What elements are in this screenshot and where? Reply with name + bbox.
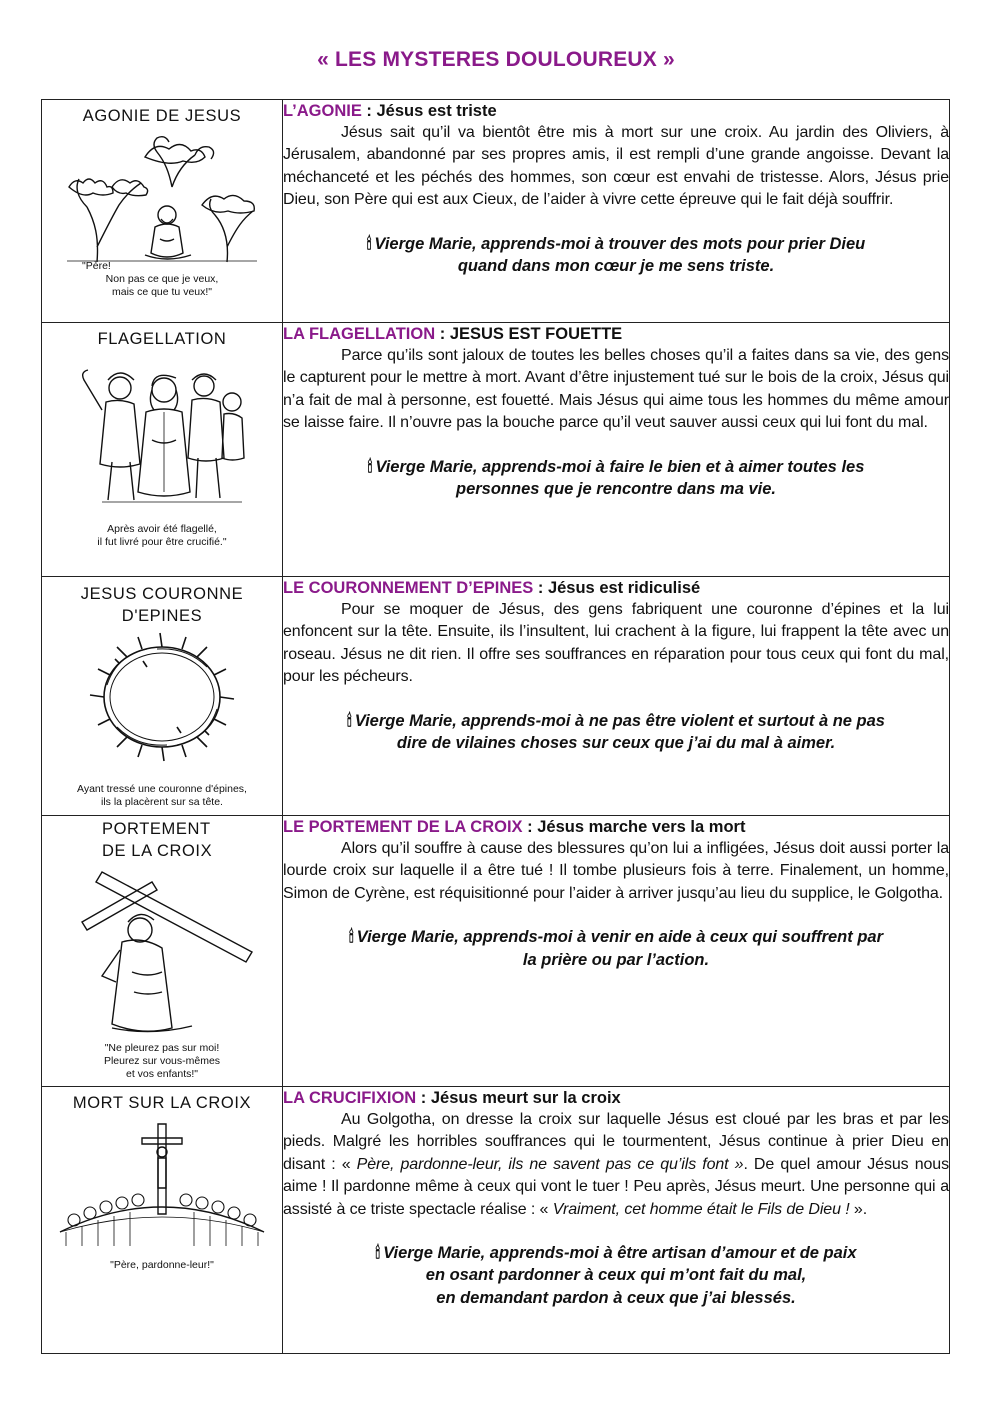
mystery-prayer bbox=[283, 456, 949, 501]
candle-flame-icon: 🕯︎ bbox=[367, 457, 373, 476]
prayer-line: quand dans mon cœur je me sens triste. bbox=[457, 257, 775, 276]
mystery-heading bbox=[283, 1087, 949, 1109]
caption-line: Non pas ce que je veux, bbox=[105, 273, 219, 285]
flagellation-illustration bbox=[72, 350, 252, 515]
prayer-line: Vierge Marie, apprends-moi à venir en aide à ceux qui souffrent par bbox=[356, 928, 883, 947]
mystery-prayer bbox=[283, 710, 949, 755]
illustration-title-line: PORTEMENT bbox=[102, 820, 211, 838]
illustration-caption bbox=[42, 260, 282, 299]
prayer-line: en demandant pardon à ceux que j’ai blessés. bbox=[436, 1288, 796, 1307]
prayer-line: la prière ou par l’action. bbox=[522, 950, 710, 969]
illustration-caption bbox=[42, 1042, 282, 1081]
illustration-cell bbox=[42, 100, 283, 323]
caption-line: "Ne pleurez pas sur moi! bbox=[104, 1042, 220, 1054]
mystery-row-agonie bbox=[42, 100, 950, 323]
mystery-row-flagellation bbox=[42, 323, 950, 577]
mystery-prayer bbox=[283, 1242, 949, 1309]
body-quote: Père, pardonne-leur, ils ne savent pas ce qu’ils font » bbox=[356, 1155, 744, 1173]
mystery-heading bbox=[283, 816, 949, 838]
mystery-name: LE COURONNEMENT D’EPINES bbox=[283, 579, 534, 597]
mystery-body: Parce qu’ils sont jaloux de toutes les belles choses qu’il a faites dans sa vie, des gens le capturent pour le mettre à mort. Avant d’être injustement tué sur le bois de la croix, Jésus qui n’a fait de mal à personne, est fouetté. Mais Jésus qui aime tous les hommes du même amour se laisse faire. Il n’ouvre pas la bouche parce qu’il veut sauver aussi ceux qui lui font du mal. bbox=[283, 347, 949, 432]
body-quote: Vraiment, cet homme était le Fils de Dieu ! bbox=[552, 1200, 850, 1218]
prayer-line: Vierge Marie, apprends-moi à ne pas être violent et surtout à ne pas bbox=[354, 711, 885, 730]
mystery-prayer bbox=[283, 233, 949, 278]
mystery-heading bbox=[283, 577, 949, 599]
caption-line: "Père! bbox=[82, 260, 111, 272]
page-title: « LES MYSTERES DOULOUREUX » bbox=[317, 48, 675, 71]
mystery-text-cell bbox=[283, 577, 950, 816]
mystery-body: Pour se moquer de Jésus, des gens fabriquent une couronne d’épines et la lui enfoncent sur la tête. Ensuite, ils l’insultent, lui crachent à la figure, lui frappent la tête avec un roseau. Jésus ne dit rien. Il offre ses souffrances en réparation pour tous ceux qui font du mal, pour les pécheurs. bbox=[283, 601, 949, 686]
mystery-name: LA CRUCIFIXION bbox=[283, 1089, 417, 1107]
candle-flame-icon: 🕯︎ bbox=[375, 1244, 381, 1263]
caption-line: Après avoir été flagellé, bbox=[107, 523, 217, 535]
candle-flame-icon: 🕯︎ bbox=[366, 234, 372, 253]
illustration-title-line: D'EPINES bbox=[121, 607, 203, 625]
mystery-name: LE PORTEMENT DE LA CROIX bbox=[283, 818, 523, 836]
caption-line: il fut livré pour être crucifié." bbox=[97, 536, 227, 548]
mystery-subtitle: : Jésus marche vers la mort bbox=[522, 818, 746, 836]
illustration-cell bbox=[42, 1087, 283, 1354]
crown-of-thorns-illustration bbox=[77, 627, 247, 767]
mystery-body: Jésus sait qu’il va bientôt être mis à mort sur une croix. Au jardin des Oliviers, à Jérusalem, abandonné par ses propres amis, il est rempli d’une grande angoisse. Devant la méchanceté et les péchés des hommes, son cœur est envahi de tristesse. Alors, Jésus prie Dieu, son Père qui est aux Cieux, de l’aider à vivre cette épreuve qui le fait déjà souffrir. bbox=[283, 124, 949, 209]
prayer-line: Vierge Marie, apprends-moi à faire le bien et à aimer toutes les bbox=[375, 457, 865, 476]
mystery-subtitle: : JESUS EST FOUETTE bbox=[435, 325, 623, 343]
caption-line: Pleurez sur vous-mêmes bbox=[103, 1055, 221, 1067]
illustration-title-line: DE LA CROIX bbox=[102, 842, 213, 860]
illustration-cell bbox=[42, 577, 283, 816]
illustration-cell bbox=[42, 816, 283, 1087]
illustration-title: FLAGELLATION bbox=[97, 330, 227, 348]
mystery-text-cell bbox=[283, 1087, 950, 1354]
carrying-cross-illustration bbox=[62, 862, 262, 1042]
mystery-name: L’AGONIE bbox=[283, 102, 362, 120]
mystery-row-crucifixion bbox=[42, 1087, 950, 1354]
mystery-row-portement bbox=[42, 816, 950, 1087]
candle-flame-icon: 🕯︎ bbox=[348, 928, 354, 947]
prayer-line: personnes que je rencontre dans ma vie. bbox=[455, 480, 777, 499]
body-text: ». bbox=[849, 1200, 868, 1218]
prayer-line: Vierge Marie, apprends-moi à trouver des mots pour prier Dieu bbox=[374, 234, 866, 253]
illustration-caption bbox=[42, 523, 282, 549]
mystery-subtitle: : Jésus est triste bbox=[361, 102, 497, 120]
mystery-subtitle: : Jésus meurt sur la croix bbox=[416, 1089, 621, 1107]
prayer-line: Vierge Marie, apprends-moi à être artisan d’amour et de paix bbox=[383, 1244, 857, 1263]
illustration-title bbox=[42, 818, 282, 862]
body-text: Au Golgotha, on dresse la croix sur laquelle Jésus est cloué par les bras et par les pieds. Malgré les horribles souffrances qui le tourmentent, Jésus continue à prier Dieu en disant : « bbox=[283, 1111, 949, 1173]
mysteries-table bbox=[41, 99, 950, 1354]
mystery-body bbox=[283, 1109, 949, 1221]
mystery-heading bbox=[283, 100, 949, 122]
mystery-subtitle: : Jésus est ridiculisé bbox=[533, 579, 701, 597]
caption-line: et vos enfants!" bbox=[125, 1068, 199, 1080]
caption-line: mais ce que tu veux!" bbox=[111, 286, 213, 298]
body-text: . De quel amour Jésus nous aime ! Il pardonne même à ceux qui vont le tuer ! Peu après, Jésus meurt. Une personne qui a assisté à ce triste spectacle réalise : « bbox=[283, 1155, 950, 1218]
mystery-body: Alors qu’il souffre à cause des blessures qu’on lui a infligées, Jésus doit aussi porter la lourde croix sur laquelle il a être tué ! Il tombe plusieurs fois à terre. Finalement, un homme, Simon de Cyrène, est réquisitionné pour l’aider à arriver jusqu’au lieu du supplice, le Golgotha. bbox=[283, 840, 949, 902]
crucifixion-illustration bbox=[52, 1114, 272, 1259]
illustration-title-line: JESUS COURONNE bbox=[80, 585, 244, 603]
candle-flame-icon: 🕯︎ bbox=[347, 711, 352, 730]
illustration-title: MORT SUR LA CROIX bbox=[72, 1094, 252, 1112]
prayer-line: en osant pardonner à ceux qui m’ont fait du mal, bbox=[425, 1266, 807, 1285]
caption-line: ils la placèrent sur sa tête. bbox=[101, 796, 223, 808]
caption-line: "Père, pardonne-leur!" bbox=[110, 1259, 214, 1271]
prayer-line: dire de vilaines choses sur ceux que j’ai du mal à aimer. bbox=[396, 734, 836, 753]
caption-line: Ayant tressé une couronne d'épines, bbox=[77, 783, 247, 795]
mystery-text-cell bbox=[283, 323, 950, 577]
illustration-title bbox=[42, 583, 282, 627]
mystery-text-cell bbox=[283, 816, 950, 1087]
agony-garden-illustration bbox=[57, 127, 267, 267]
illustration-caption bbox=[42, 1259, 282, 1272]
mystery-prayer bbox=[283, 926, 949, 971]
mystery-heading bbox=[283, 323, 949, 345]
illustration-title: AGONIE DE JESUS bbox=[82, 107, 242, 125]
mystery-row-couronnement bbox=[42, 577, 950, 816]
mystery-text-cell bbox=[283, 100, 950, 323]
mystery-name: LA FLAGELLATION bbox=[283, 325, 436, 343]
illustration-cell bbox=[42, 323, 283, 577]
illustration-caption bbox=[42, 783, 282, 809]
